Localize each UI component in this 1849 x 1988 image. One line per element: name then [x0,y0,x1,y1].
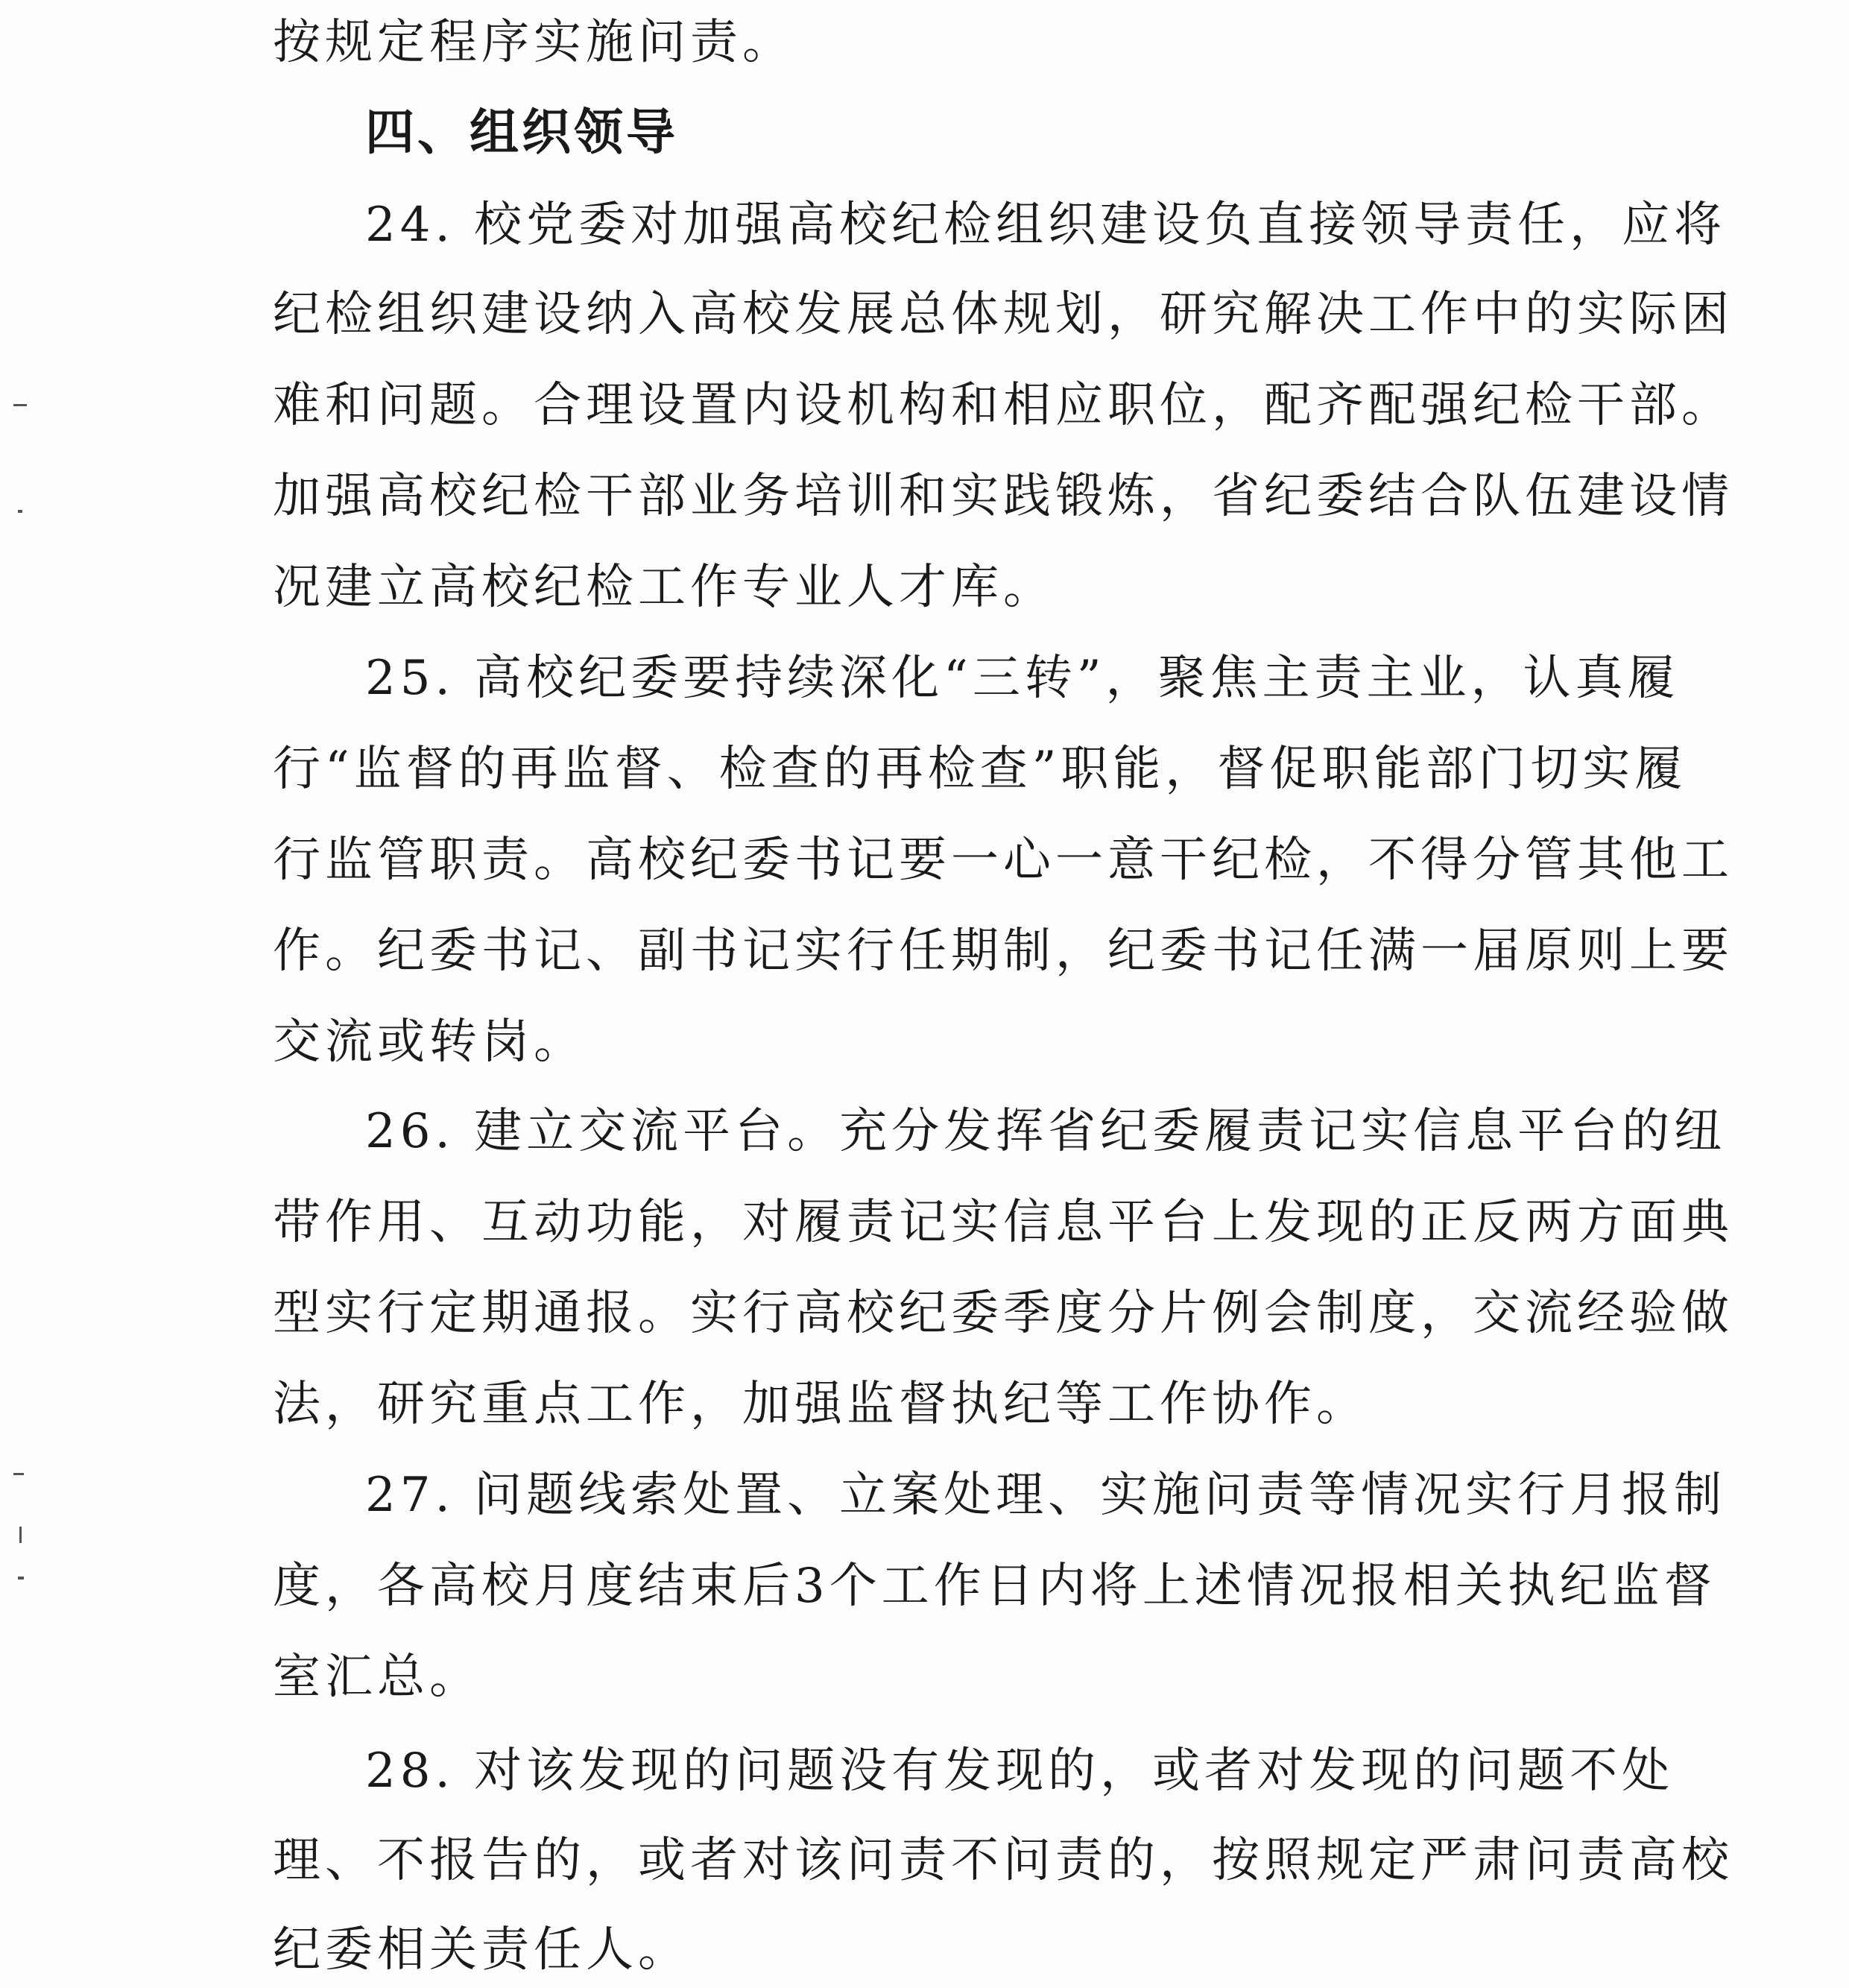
paragraph-line: 按规定程序实施问责。 [273,15,794,70]
paragraph-25-line-1: 25. 高校纪委要持续深化“三转”，聚焦主责主业，认真履 [365,651,1680,706]
paragraph-25-line-2: 行“监督的再监督、检查的再检查”职能，督促职能部门切实履 [273,742,1687,797]
paragraph-28-line-3: 纪委相关责任人。 [273,1922,690,1978]
scan-mark [19,1527,22,1543]
paragraph-24-line-5: 况建立高校纪检工作专业人才库。 [273,560,1055,615]
paragraph-24-line-4: 加强高校纪检干部业务培训和实践锻炼，省纪委结合队伍建设情 [273,469,1733,524]
paragraph-26-line-1: 26. 建立交流平台。充分发挥省纪委履责记实信息平台的纽 [365,1104,1727,1159]
scan-mark [13,404,27,406]
scan-mark [13,1473,24,1475]
paragraph-27-line-1: 27. 问题线索处置、立案处理、实施问责等情况实行月报制 [365,1468,1727,1523]
paragraph-28-line-1: 28. 对该发现的问题没有发现的，或者对发现的问题不处 [365,1744,1675,1799]
paragraph-24-line-1: 24. 校党委对加强高校纪检组织建设负直接领导责任，应将 [365,198,1727,253]
scan-mark [18,510,22,513]
paragraph-25-line-3: 行监管职责。高校纪委书记要一心一意干纪检，不得分管其他工 [273,833,1733,888]
paragraph-27-line-3: 室汇总。 [273,1650,481,1705]
paragraph-24-line-2: 纪检组织建设纳入高校发展总体规划，研究解决工作中的实际困 [273,287,1733,342]
section-heading: 四、组织领导 [365,104,678,161]
paragraph-28-line-2: 理、不报告的，或者对该问责不问责的，按照规定严肃问责高校 [273,1833,1733,1888]
paragraph-26-line-2: 带作用、互动功能，对履责记实信息平台上发现的正反两方面典 [273,1195,1733,1250]
paragraph-27-line-2: 度，各高校月度结束后3个工作日内将上述情况报相关执纪监督 [273,1559,1716,1614]
paragraph-25-line-5: 交流或转岗。 [273,1014,586,1070]
paragraph-24-line-3: 难和问题。合理设置内设机构和相应职位，配齐配强纪检干部。 [273,378,1733,433]
scan-mark [18,1577,24,1580]
paragraph-25-line-4: 作。纪委书记、副书记实行任期制，纪委书记任满一届原则上要 [273,924,1733,979]
paragraph-26-line-4: 法，研究重点工作，加强监督执纪等工作协作。 [273,1377,1368,1432]
paragraph-26-line-3: 型实行定期通报。实行高校纪委季度分片例会制度，交流经验做 [273,1286,1733,1341]
